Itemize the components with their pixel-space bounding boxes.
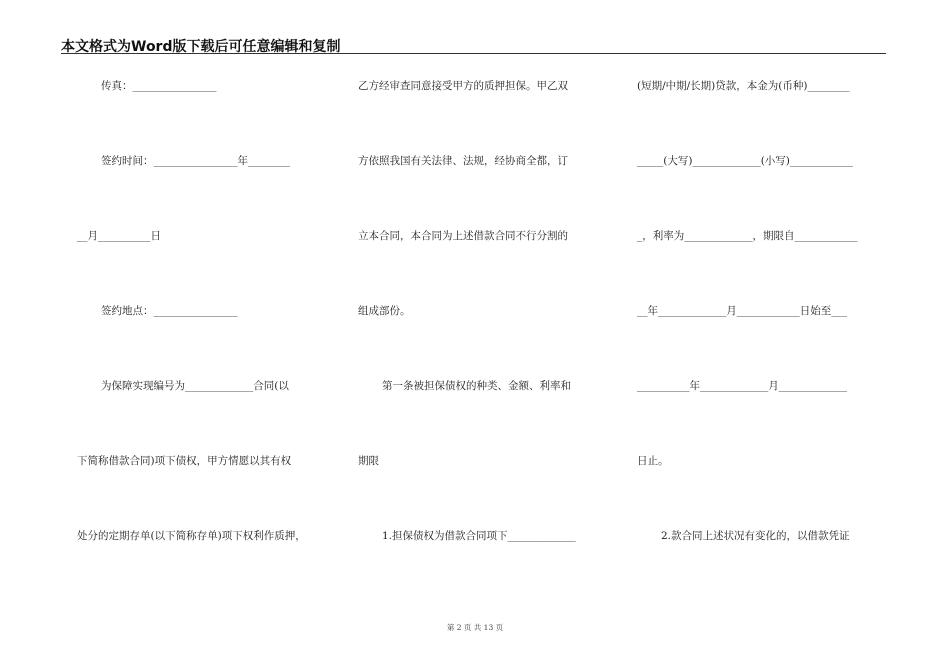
text-column-middle (358, 0, 603, 672)
text-line: 乙方经审查同意接受甲方的质押担保。甲乙双 (358, 80, 568, 92)
text-line: (短期/中期/长期)贷款，本金为(币种)________ (637, 80, 850, 92)
article-heading: 第一条被担保债权的种类、金额、利率和 (382, 380, 571, 392)
text-line: 处分的定期存单(以下简称存单)项下权利作质押， (77, 530, 306, 542)
text-column-left (77, 0, 327, 672)
text-column-right (637, 0, 887, 672)
page-number-footer: 第 2 页 共 13 页 (446, 623, 504, 632)
document-header-title: 本文格式为Word版下载后可任意编辑和复制 (61, 39, 341, 55)
text-line: 期限 (358, 455, 379, 467)
text-line: 日止。 (637, 455, 669, 467)
text-line: 签约时间：________________年________ (101, 155, 290, 167)
text-line: _____(大写)_____________(小写)____________ (637, 155, 853, 167)
text-line: 2.款合同上述状况有变化的，以借款凭证 (661, 530, 850, 542)
text-line: 立本合同，本合同为上述借款合同不行分割的 (358, 230, 568, 242)
text-line: 1.担保债权为借款合同项下_____________ (382, 530, 576, 542)
text-line: __月__________日 (77, 230, 161, 242)
text-line: 传真：________________ (101, 80, 217, 92)
text-line: __年_____________月____________日始至___ (637, 305, 847, 317)
text-line: 组成部份。 (358, 305, 411, 317)
text-line: 下简称借款合同)项下债权，甲方情愿以其有权 (77, 455, 292, 467)
text-line: _，利率为_____________，期限自____________ (637, 230, 858, 242)
text-line: 签约地点：________________ (101, 305, 238, 317)
text-line: __________年_____________月_____________ (637, 380, 847, 392)
text-line: 方依照我国有关法律、法规，经协商全都，订 (358, 155, 568, 167)
text-line: 为保障实现编号为_____________合同(以 (101, 380, 289, 392)
